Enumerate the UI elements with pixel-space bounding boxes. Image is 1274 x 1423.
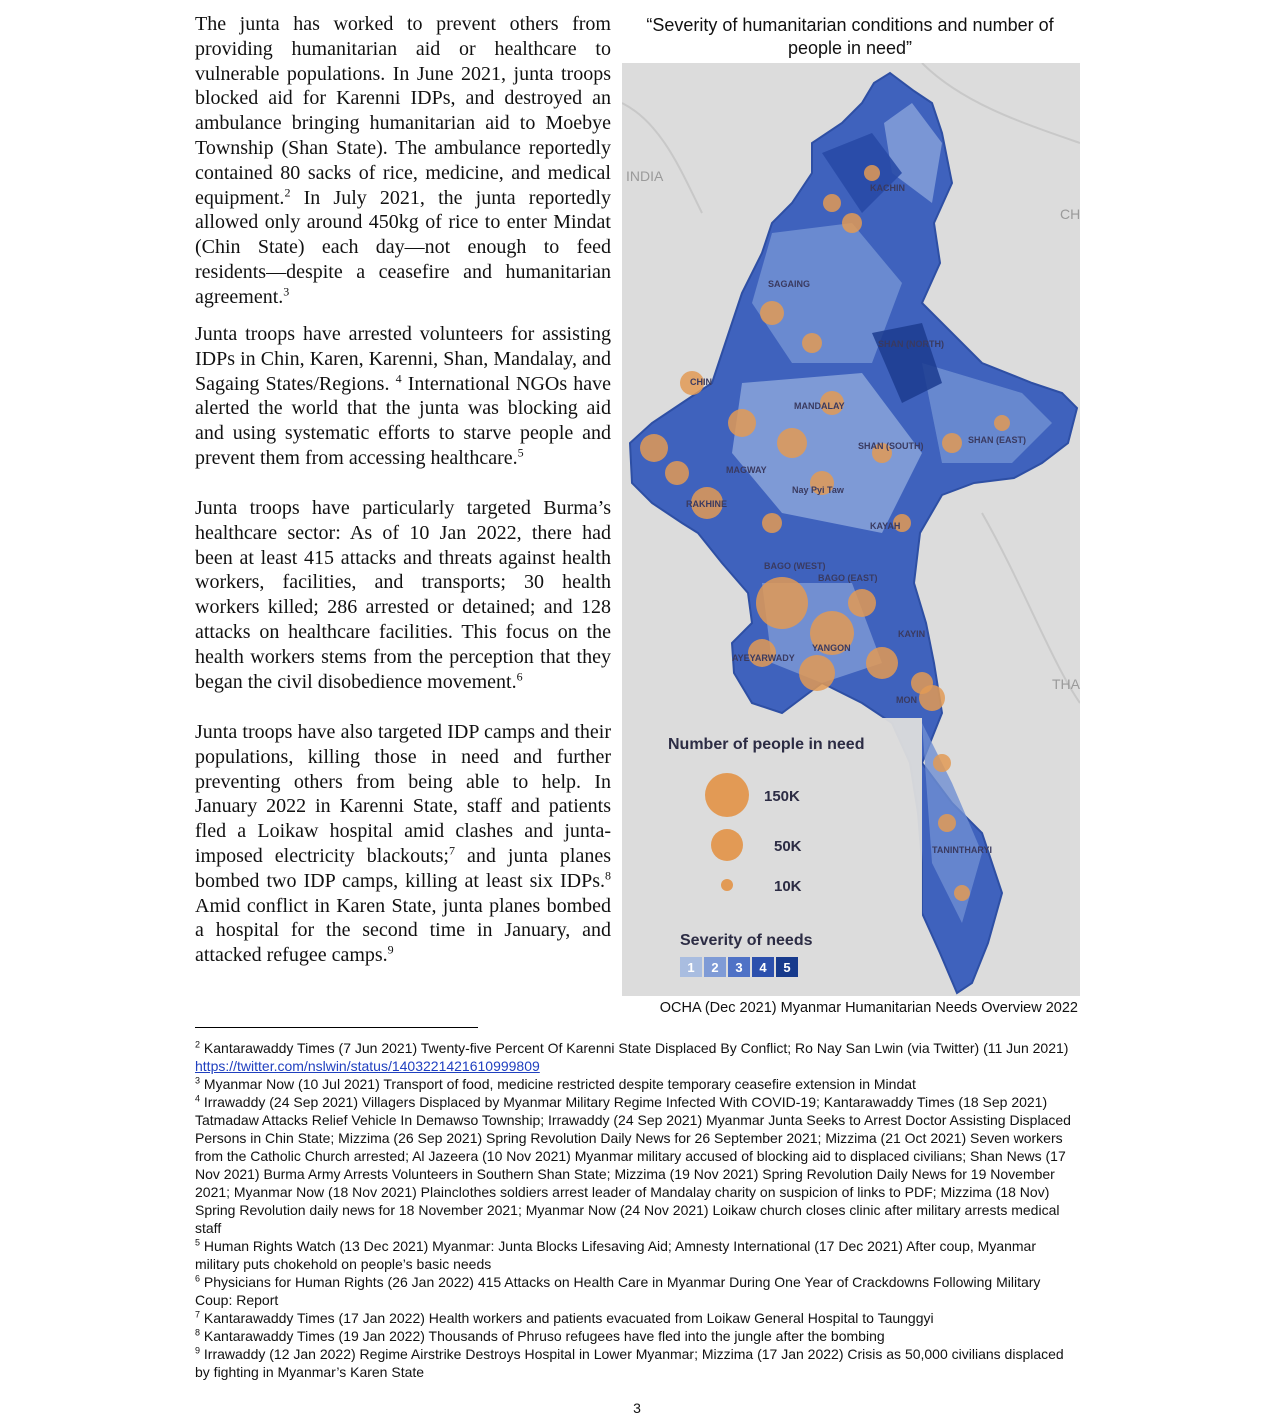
map-country-label: THA [1052, 676, 1080, 692]
paragraph-text: International NGOs have alerted the world that the junta was blocking aid and using systematic efforts to starve people and prevent them from accessing healthcare. [195, 372, 611, 469]
footnote-number: 8 [195, 1327, 201, 1338]
region-label-shan-east: SHAN (EAST) [968, 435, 1026, 445]
region-label-shan-north: SHAN (NORTH) [878, 339, 944, 349]
need-bubble [942, 433, 962, 453]
region-label-kayin: KAYIN [898, 629, 926, 639]
legend-panel [662, 718, 922, 993]
paragraph-text: Junta troops have particularly targeted Burma’s healthcare sector: As of 10 Jan 2022, there had been at least 415 attacks and threats against health workers, facilities, and transports; 30 health workers killed; 286 arrested or detained; and 128 attacks on healthcare facilities. This focus on the health workers stems from the perception that they began the civil disobedience movement. [195, 497, 611, 693]
footnote-3 [195, 1075, 1080, 1093]
footnotes [195, 1039, 1080, 1381]
paragraph-text: Junta troops have also targeted IDP camps and their populations, killing those in need and further preventing others from being able to help. In January 2022 in Karenni State, staff and patients fled a Loikaw hospital amid clashes and junta-imposed electricity blackouts; [195, 721, 611, 867]
need-bubble [640, 434, 668, 462]
footnote-ref[interactable]: 9 [387, 942, 394, 957]
footnote-text: Kantarawaddy Times (19 Jan 2022) Thousands of Phruso refugees have fled into the jungle after the bombing [200, 1328, 885, 1344]
paragraph-text: The junta has worked to prevent others from providing humanitarian aid or healthcare to vulnerable populations. In June 2021, junta troops blocked aid for Karenni IDPs, and destroyed an ambulance bringing humanitarian aid to Moebye Township (Shan State). The ambulance reportedly contained 80 sacks of rice, medicine, and medical equipment. [195, 13, 611, 209]
footnote-separator [195, 1027, 478, 1028]
legend-size-label: 150K [764, 788, 800, 805]
legend-people-title: Number of people in need [668, 736, 865, 753]
figure-source: OCHA (Dec 2021) Myanmar Humanitarian Needs Overview 2022 [659, 1000, 1078, 1016]
paragraph-aid-blocking [195, 12, 611, 310]
paragraph-volunteer-arrests [195, 322, 611, 484]
need-bubble [842, 213, 862, 233]
legend-bubble-150k [705, 773, 749, 817]
footnote-number: 9 [195, 1345, 201, 1356]
need-bubble [848, 589, 876, 617]
paragraph-idp-camps [195, 720, 611, 968]
legend-bubble-10k [721, 879, 733, 891]
legend-size-label: 10K [774, 878, 802, 895]
region-label-rakhine: RAKHINE [686, 499, 728, 509]
need-bubble [823, 194, 841, 212]
footnote-ref[interactable]: 6 [516, 668, 523, 683]
map-country-label: INDIA [626, 168, 664, 184]
footnote-text: Kantarawaddy Times (17 Jan 2022) Health workers and patients evacuated from Loikaw General Hospital to Taunggyi [200, 1310, 934, 1326]
region-label-sagaing: SAGAING [768, 279, 811, 289]
need-bubble [728, 409, 756, 437]
footnote-6 [195, 1273, 1080, 1309]
footnote-text: Kantarawaddy Times (7 Jun 2021) Twenty-five Percent Of Karenni State Displaced By Conflict; Ro Nay San Lwin (via Twitter) (11 Jun 2021) [200, 1040, 1069, 1056]
need-bubble [799, 655, 835, 691]
paragraph-healthcare-attacks [195, 496, 611, 708]
need-bubble [938, 814, 956, 832]
footnote-text: Human Rights Watch (13 Dec 2021) Myanmar: Junta Blocks Lifesaving Aid; Amnesty International (17 Dec 2021) After coup, Myanmar military puts chokehold on people’s basic needs [195, 1238, 1037, 1272]
need-bubble [933, 754, 951, 772]
need-bubble [777, 428, 807, 458]
region-label-tanintharyi: TANINTHARYI [932, 845, 992, 855]
footnote-5 [195, 1237, 1080, 1273]
need-bubble [954, 885, 970, 901]
region-label-shan-south: SHAN (SOUTH) [858, 441, 924, 451]
footnote-7 [195, 1309, 1080, 1327]
footnote-ref[interactable]: 4 [395, 370, 402, 385]
region-label-magway: MAGWAY [726, 465, 767, 475]
footnote-ref[interactable]: 2 [284, 184, 291, 199]
footnote-ref[interactable]: 7 [448, 843, 455, 858]
region-label-nay-pyi-taw: Nay Pyi Taw [792, 485, 844, 495]
footnote-4 [195, 1093, 1080, 1237]
severity-level-label: 5 [783, 960, 791, 975]
footnote-number: 3 [195, 1075, 201, 1086]
footnote-2 [195, 1039, 1080, 1075]
map-country-label: CH [1060, 206, 1080, 222]
need-bubble [665, 461, 689, 485]
paragraph-text: Amid conflict in Karen State, junta planes bombed a hospital for the second time in January, and attacked refugee camps. [195, 894, 611, 967]
region-label-kayah: KAYAH [870, 521, 901, 531]
footnote-8 [195, 1327, 1080, 1345]
region-label-ayeyarwady: AYEYARWADY [732, 653, 795, 663]
footnote-text: Irrawaddy (12 Jan 2022) Regime Airstrike Destroys Hospital in Lower Myanmar; Mizzima (17 Jan 2022) Crisis as 50,000 civilians displaced by fighting in Myanmar’s Karen State [195, 1346, 1064, 1380]
severity-scale [680, 957, 798, 977]
need-bubble [866, 647, 898, 679]
need-bubble [756, 577, 808, 629]
need-bubble [919, 685, 945, 711]
footnote-number: 7 [195, 1309, 201, 1320]
paragraph-text: and junta planes bombed two IDP camps, killing at least six IDPs. [195, 844, 612, 892]
region-label-mon: MON [896, 695, 917, 705]
region-label-mandalay: MANDALAY [794, 401, 845, 411]
footnote-ref[interactable]: 8 [605, 868, 611, 883]
footnote-number: 5 [195, 1237, 201, 1248]
page-number: 3 [633, 1400, 641, 1416]
map-svg [622, 63, 1080, 996]
need-bubble [994, 415, 1010, 431]
need-bubble [864, 165, 880, 181]
need-bubble [762, 513, 782, 533]
region-label-bago-east: BAGO (EAST) [818, 573, 878, 583]
severity-level-label: 1 [687, 960, 695, 975]
need-bubble [802, 333, 822, 353]
footnote-number: 6 [195, 1273, 201, 1284]
region-label-kachin: KACHIN [870, 183, 905, 193]
humanitarian-map [622, 63, 1080, 996]
footnote-link[interactable]: https://twitter.com/nslwin/status/1403221421610999809 [195, 1058, 540, 1074]
footnote-ref[interactable]: 3 [283, 284, 290, 299]
footnote-text: Irrawaddy (24 Sep 2021) Villagers Displaced by Myanmar Military Regime Infected With COVID-19; Kantarawaddy Times (18 Sep 2021) Tatmadaw Attacks Relief Vehicle In Demawso Township; Irrawaddy (24 Sep 2021) Myanmar Junta Seeks to Arrest Doctor Assisting Displaced Persons in Chin State; Mizzima (26 Sep 2021) Spring Revolution Daily News for 26 September 2021; Mizzima (21 Oct 2021) Seven workers from the Catholic Church arrested; Al Jazeera (10 Nov 2021) Myanmar military accused of blocking aid to displaced civilians; Shan News (17 Nov 2021) Burma Army Arrests Volunteers in Southern Shan State; Mizzima (19 Nov 2021) Spring Revolution Daily News for 19 November 2021; Myanmar Now (18 Nov 2021) Plainclothes soldiers arrest leader of Mandalay charity on suspicion of links to PDF; Mizzima (18 Nov) Spring Revolution daily news for 18 November 2021; Myanmar Now (24 Nov 2021) Loikaw church closes clinic after military arrests medical staff [195, 1094, 1071, 1236]
severity-level-label: 3 [735, 960, 743, 975]
severity-level-label: 2 [711, 960, 719, 975]
paragraph-text: Junta troops have arrested volunteers for assisting IDPs in Chin, Karen, Karenni, Shan, Mandalay, and Sagaing States/Regions. [195, 323, 611, 395]
body-text-column [195, 12, 611, 980]
footnote-text: Physicians for Human Rights (26 Jan 2022) 415 Attacks on Health Care in Myanmar During One Year of Crackdowns Following Military Coup: Report [195, 1274, 1041, 1308]
footnote-9 [195, 1345, 1080, 1381]
footnote-number: 4 [195, 1093, 201, 1104]
region-label-yangon: YANGON [812, 643, 851, 653]
legend-bubble-50k [711, 829, 743, 861]
region-label-bago-west: BAGO (WEST) [764, 561, 826, 571]
legend-severity-title: Severity of needs [680, 932, 813, 949]
region-label-chin: CHIN [690, 377, 712, 387]
paragraph-text: In July 2021, the junta reportedly allowed only around 450kg of rice to enter Mindat (Chin State) each day—not enough to feed residents—despite a ceasefire and humanitarian agreement. [195, 186, 611, 308]
footnote-number: 2 [195, 1039, 201, 1050]
footnote-text: Myanmar Now (10 Jul 2021) Transport of food, medicine restricted despite temporary ceasefire extension in Mindat [200, 1076, 916, 1092]
severity-level-label: 4 [759, 960, 767, 975]
legend-size-label: 50K [774, 838, 802, 855]
figure-caption: “Severity of humanitarian conditions and number of people in need” [646, 15, 1054, 58]
footnote-ref[interactable]: 5 [517, 445, 524, 460]
need-bubble [760, 301, 784, 325]
